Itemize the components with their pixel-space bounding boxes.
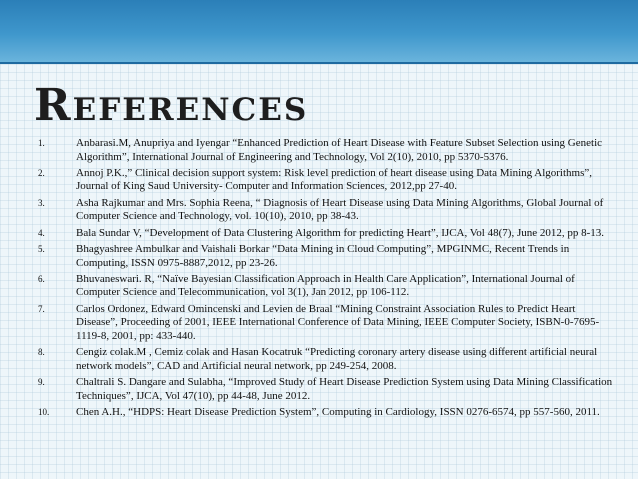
reference-number: 1. — [38, 138, 45, 148]
list-item — [38, 227, 618, 241]
reference-text: Asha Rajkumar and Mrs. Sophia Reena, “ Diagnosis of Heart Disease using Data Mining Algorithms, Global Journal of Computer Science and Technology, vol. 10(10), 2010, pp 38-43. — [76, 196, 604, 223]
reference-text: Anbarasi.M, Anupriya and Iyengar “Enhanced Prediction of Heart Disease with Feature Subset Selection using Genetic Algorithm”, International Journal of Engineering and Technology, Vol 2(10), 2010, pp 5370-5376. — [76, 137, 603, 163]
reference-number: 8. — [38, 347, 45, 358]
reference-text: Chen A.H., “HDPS: Heart Disease Prediction System”, Computing in Cardiology, ISSN 0276-6574, pp 557-560, 2011. — [76, 405, 600, 418]
reference-number: 2. — [38, 167, 45, 178]
list-item — [38, 303, 618, 344]
list-item — [38, 197, 618, 224]
list-item — [38, 167, 618, 194]
reference-text: Bala Sundar V, “Development of Data Clustering Algorithm for predicting Heart”, IJCA, Vol 48(7), June 2012, pp 8-13. — [76, 226, 605, 239]
list-item — [38, 273, 618, 300]
reference-text: Carlos Ordonez, Edward Omincenski and Levien de Braal “Mining Constraint Association Rules to Predict Heart Disease”, Proceeding of 2001, IEEE International Conference of Data Mining, IEEE Computer Society, ISBN-0-7695-1119-8, 2001, pp: 433-440. — [76, 302, 600, 342]
list-item — [38, 406, 618, 420]
reference-text: Annoj P.K.,” Clinical decision support system: Risk level prediction of heart disease using Data Mining Algorithms”, Journal of King Saud University- Computer and Information Sciences, 2012,pp 27-40. — [76, 166, 593, 193]
references-list — [38, 137, 618, 422]
reference-number: 4. — [38, 227, 45, 238]
reference-text: Bhuvaneswari. R, “Naïve Bayesian Classification Approach in Health Care Application”, International Journal of Computer Science and Telecommunication, vol 3(1), Jan 2012, pp 106-112. — [76, 272, 575, 299]
reference-number: 9. — [38, 377, 45, 387]
reference-text: Cengiz colak.M , Cemiz colak and Hasan Kocatruk “Predicting coronary artery disease using different artificial neural network models”, CAD and Artificial neural network, pp 249-254, 2008. — [76, 346, 598, 372]
reference-text: Bhagyashree Ambulkar and Vaishali Borkar “Data Mining in Cloud Computing”, MPGINMC, Recent Trends in Computing, ISSN 0975-8887,2012, pp 23-26. — [76, 242, 570, 269]
reference-number: 10. — [38, 406, 50, 417]
header-banner — [0, 0, 638, 64]
reference-number: 7. — [38, 303, 45, 314]
list-item — [38, 137, 618, 164]
page-title: References — [34, 80, 309, 131]
reference-number: 6. — [38, 273, 45, 284]
list-item — [38, 243, 618, 270]
reference-text: Chaltrali S. Dangare and Sulabha, “Improved Study of Heart Disease Prediction System using Data Mining Classification Techniques”, IJCA, Vol 47(10), pp 44-48, June 2012. — [76, 376, 613, 402]
list-item — [38, 346, 618, 373]
reference-number: 3. — [38, 197, 45, 208]
reference-number: 5. — [38, 243, 45, 254]
list-item — [38, 376, 618, 403]
